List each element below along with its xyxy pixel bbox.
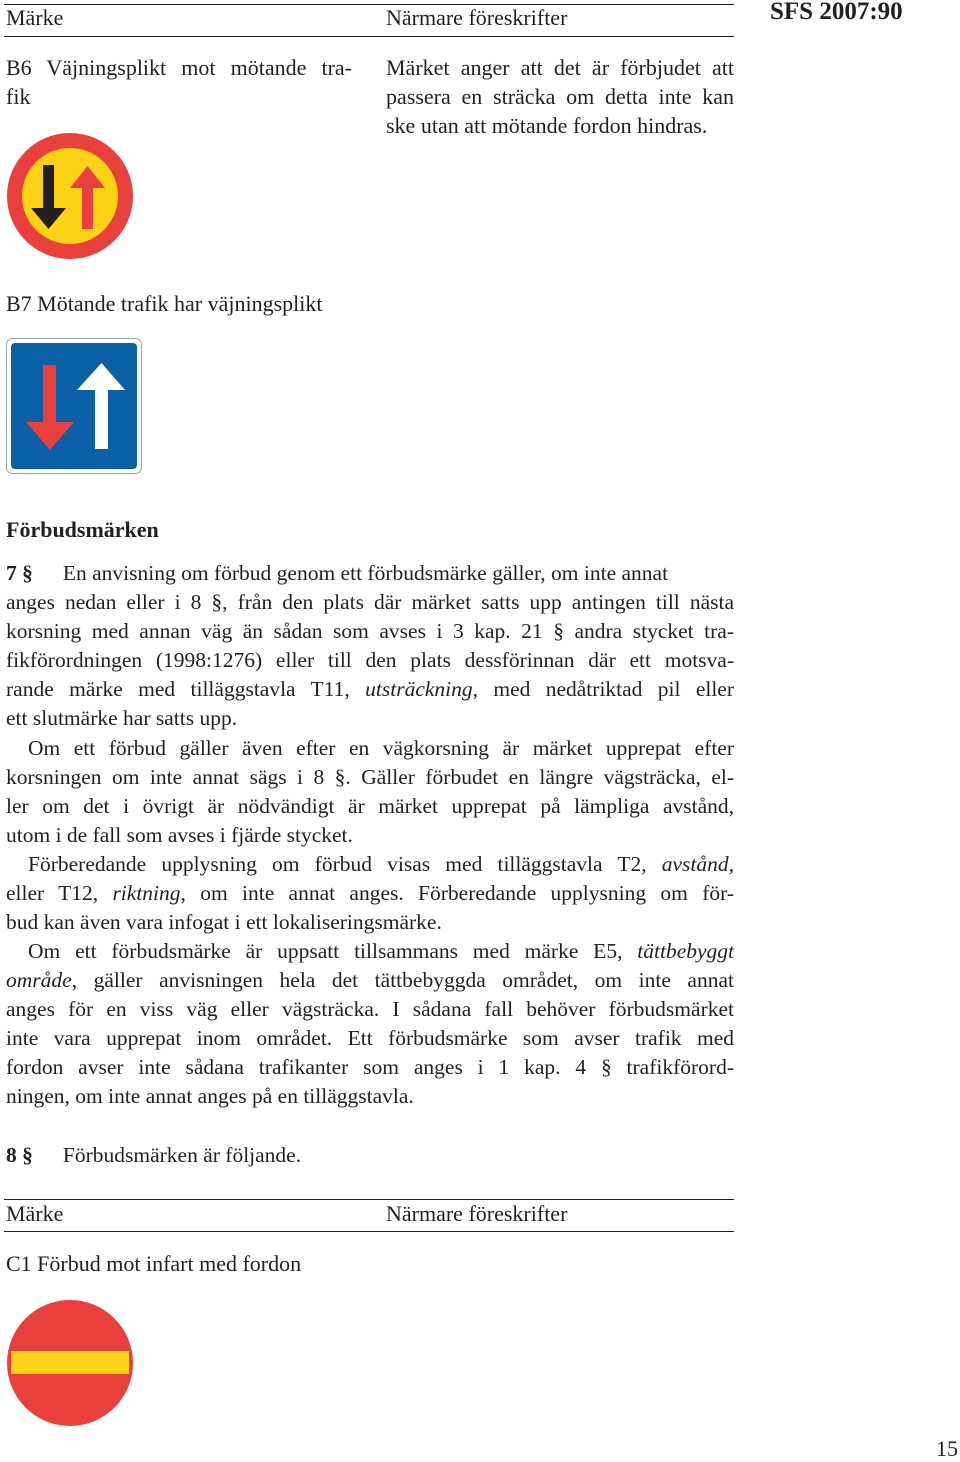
priority-over-oncoming-traffic-sign-icon (6, 338, 142, 474)
paragraph-line: eller T12, riktning, om inte annat anges. Förberedande upplysning om för- (6, 881, 735, 906)
paragraph-line: Förberedande upplysning om förbud visas med tilläggstavla T2, avstånd, (28, 852, 734, 876)
section-heading: Förbudsmärken (6, 517, 159, 542)
table2-header-rule (4, 1231, 734, 1232)
paragraph-line: ningen, om inte annat anges på en tilläggstavla. (6, 1084, 414, 1109)
priority-for-oncoming-traffic-sign-icon (6, 132, 134, 260)
paragraph-line: anges för en viss väg eller vägsträcka. I sådana fall behöver förbudsmärket (6, 997, 734, 1022)
paragraph-8 (6, 1141, 301, 1170)
paragraph-line: område, gäller anvisningen hela det tättbebyggda området, om inte annat (6, 968, 734, 993)
sign-name-b6: B6 Väjningsplikt mot mötande tra- fik (6, 55, 352, 109)
sign-name-b7: B7 Mötande trafik har väjningsplikt (6, 291, 323, 316)
paragraph-line: 8 § Förbudsmärken är följande. (6, 1143, 302, 1167)
paragraph-line: bud kan även vara infogat i ett lokaliseringsmärke. (6, 910, 442, 935)
paragraph-line: ler om det i övrigt är nödvändigt är märket upprepat på lämpliga avstånd, (6, 794, 734, 819)
no-entry-sign-icon (6, 1299, 134, 1427)
table2-top-rule (4, 1199, 734, 1200)
paragraph-line: ett slutmärke har satts upp. (6, 706, 238, 731)
paragraph-line: anges nedan eller i 8 §, från den plats där märket satts upp antingen till nästa (6, 590, 734, 615)
column-header-regulations: Närmare föreskrifter (386, 1201, 568, 1226)
paragraph-built-up-area (6, 937, 734, 1112)
paragraph-advance-information (6, 850, 734, 937)
paragraph-repeat-rule (6, 734, 734, 850)
paragraph-line: korsning med annan väg än sådan som avses i 3 kap. 21 § andra stycket tra- (6, 619, 734, 644)
sign-name-c1: C1 Förbud mot infart med fordon (6, 1251, 302, 1276)
paragraph-line: Om ett förbudsmärke är uppsatt tillsammans med märke E5, tättbebyggt (28, 939, 735, 963)
paragraph-line: fikförordningen (1998:1276) eller till den plats dessförinnan där ett motsva- (6, 648, 734, 673)
sign-description-b6: Märket anger att det är förbjudet att passera en sträcka om detta inte kan ske utan att mötande fordon hindras. (386, 55, 734, 138)
table-top-rule (4, 4, 734, 5)
paragraph-line: utom i de fall som avses i fjärde stycket. (6, 823, 353, 848)
page-number: 15 (936, 1436, 958, 1461)
column-header-sign: Märke (6, 1201, 64, 1226)
table-header-rule (4, 36, 734, 37)
column-header-regulations: Närmare föreskrifter (386, 5, 568, 30)
column-header-sign: Märke (6, 5, 64, 30)
paragraph-line: korsningen om inte annat sägs i 8 §. Gäller förbudet en längre vägsträcka, el- (6, 765, 734, 790)
paragraph-line: 7 § En anvisning om förbud genom ett förbudsmärke gäller, om inte annat (6, 561, 669, 585)
paragraph-7 (6, 559, 734, 734)
paragraph-line: Om ett förbud gäller även efter en vägkorsning är märket upprepat efter (28, 736, 734, 760)
sfs-number: SFS 2007:90 (770, 0, 903, 25)
paragraph-line: fordon avser inte sådana trafikanter som anges i 1 kap. 4 § trafikförord- (6, 1055, 734, 1080)
paragraph-line: rande märke med tilläggstavla T11, utsträckning, med nedåtriktad pil eller (6, 677, 735, 702)
paragraph-line: inte vara upprepat inom området. Ett förbudsmärke som avser trafik med (6, 1026, 734, 1051)
